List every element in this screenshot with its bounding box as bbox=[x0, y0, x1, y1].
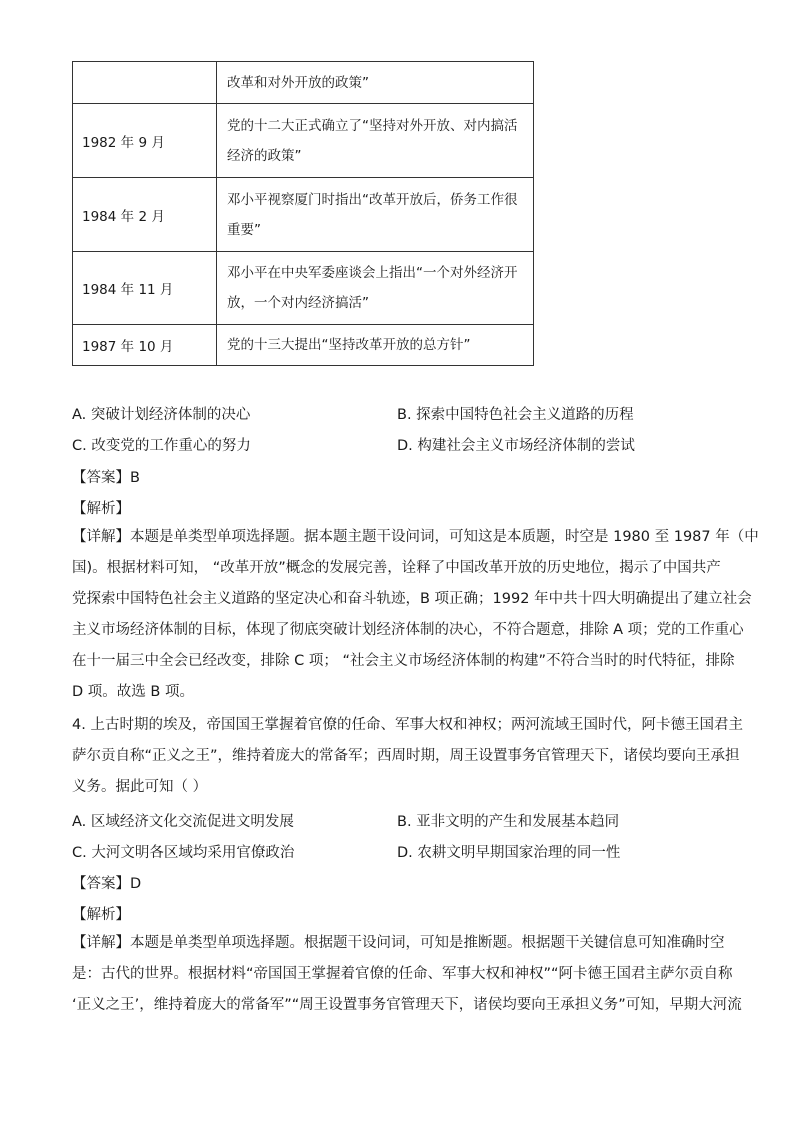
text-line: D 项。故选 B 项。 bbox=[72, 684, 194, 700]
text-line: 主义市场经济体制的目标，体现了彻底突破计划经济体制的决心，不符合题意，排除 A 项；党的工作重心 bbox=[72, 622, 744, 638]
q3-options bbox=[72, 403, 732, 465]
text-line: 【详解】本题是单类型单项选择题。根据题干设问词，可知是推断题。根据题干关键信息可知准确时空 bbox=[72, 935, 725, 951]
table-row bbox=[73, 252, 534, 325]
option-d: D. 农耕文明早期国家治理的同一性 bbox=[397, 845, 621, 861]
option-row bbox=[72, 434, 732, 465]
table-cell-desc: 邓小平在中央军委座谈会上指出“一个对外经济开 放，一个对内经济搞活” bbox=[217, 252, 534, 325]
table-cell-desc: 改革和对外开放的政策” bbox=[217, 62, 534, 104]
text-line: 党探索中国特色社会主义道路的坚定决心和奋斗轨迹，B 项正确；1992 年中共十四大明确提出了建立社会 bbox=[72, 591, 752, 607]
text-line: 义务。据此可知（ ） bbox=[72, 779, 208, 795]
option-c: C. 大河文明各区域均采用官僚政治 bbox=[72, 845, 295, 861]
table-cell-desc: 党的十三大提出“坚持改革开放的总方针” bbox=[217, 325, 534, 366]
option-row bbox=[72, 810, 732, 841]
text-line: 4. 上古时期的埃及，帝国国王掌握着官僚的任命、军事大权和神权；两河流域王国时代，阿卡德王国君主 bbox=[72, 717, 743, 733]
option-b: B. 探索中国特色社会主义道路的历程 bbox=[397, 407, 634, 423]
option-a: A. 区域经济文化交流促进文明发展 bbox=[72, 814, 294, 830]
table-row bbox=[73, 178, 534, 252]
text-line: 在十一届三中全会已经改变，排除 C 项； “社会主义市场经济体制的构建”不符合当时的时代特征，排除 bbox=[72, 653, 735, 669]
q4-stem bbox=[72, 710, 743, 803]
table-cell-date: 1987 年 10 月 bbox=[73, 325, 217, 366]
option-row bbox=[72, 841, 732, 872]
analysis-label: 【解析】 bbox=[72, 501, 130, 517]
table-row bbox=[73, 62, 534, 104]
table-row bbox=[73, 325, 534, 366]
analysis-label: 【解析】 bbox=[72, 907, 130, 923]
text-line: ‘正义之王’，维持着庞大的常备军”“周王设置事务官管理天下，诸侯均要向王承担义务”可知，早期大河流 bbox=[72, 997, 742, 1013]
option-row bbox=[72, 403, 732, 434]
history-events-table bbox=[72, 61, 534, 366]
table-row bbox=[73, 104, 534, 178]
option-a: A. 突破计划经济体制的决心 bbox=[72, 407, 251, 423]
text-line: 萨尔贡自称“正义之王”，维持着庞大的常备军；西周时期，周王设置事务官管理天下，诸侯均要向王承担 bbox=[72, 748, 740, 764]
table-cell-date: 1984 年 11 月 bbox=[73, 252, 217, 325]
text-line: 国)。根据材料可知， “改革开放”概念的发展完善，诠释了中国改革开放的历史地位，揭示了中国共产 bbox=[72, 560, 721, 576]
text-line: 【详解】本题是单类型单项选择题。据本题主题干设问词，可知这是本质题，时空是 1980 至 1987 年（中 bbox=[72, 529, 759, 545]
q3-detail bbox=[72, 522, 759, 708]
option-c: C. 改变党的工作重心的努力 bbox=[72, 438, 251, 454]
option-b: B. 亚非文明的产生和发展基本趋同 bbox=[397, 814, 620, 830]
option-d: D. 构建社会主义市场经济体制的尝试 bbox=[397, 438, 635, 454]
answer-label: 【答案】D bbox=[72, 876, 142, 892]
answer-label: 【答案】B bbox=[72, 470, 140, 486]
table-cell-date bbox=[73, 62, 217, 104]
text-line: 是：古代的世界。根据材料“帝国国王掌握着官僚的任命、军事大权和神权”“阿卡德王国君主萨尔贡自称 bbox=[72, 966, 733, 982]
table-cell-desc: 邓小平视察厦门时指出“改革开放后，侨务工作很 重要” bbox=[217, 178, 534, 252]
q4-options bbox=[72, 810, 732, 872]
table-cell-date: 1982 年 9 月 bbox=[73, 104, 217, 178]
q4-detail bbox=[72, 928, 742, 1021]
table-cell-date: 1984 年 2 月 bbox=[73, 178, 217, 252]
table-cell-desc: 党的十二大正式确立了“坚持对外开放、对内搞活 经济的政策” bbox=[217, 104, 534, 178]
